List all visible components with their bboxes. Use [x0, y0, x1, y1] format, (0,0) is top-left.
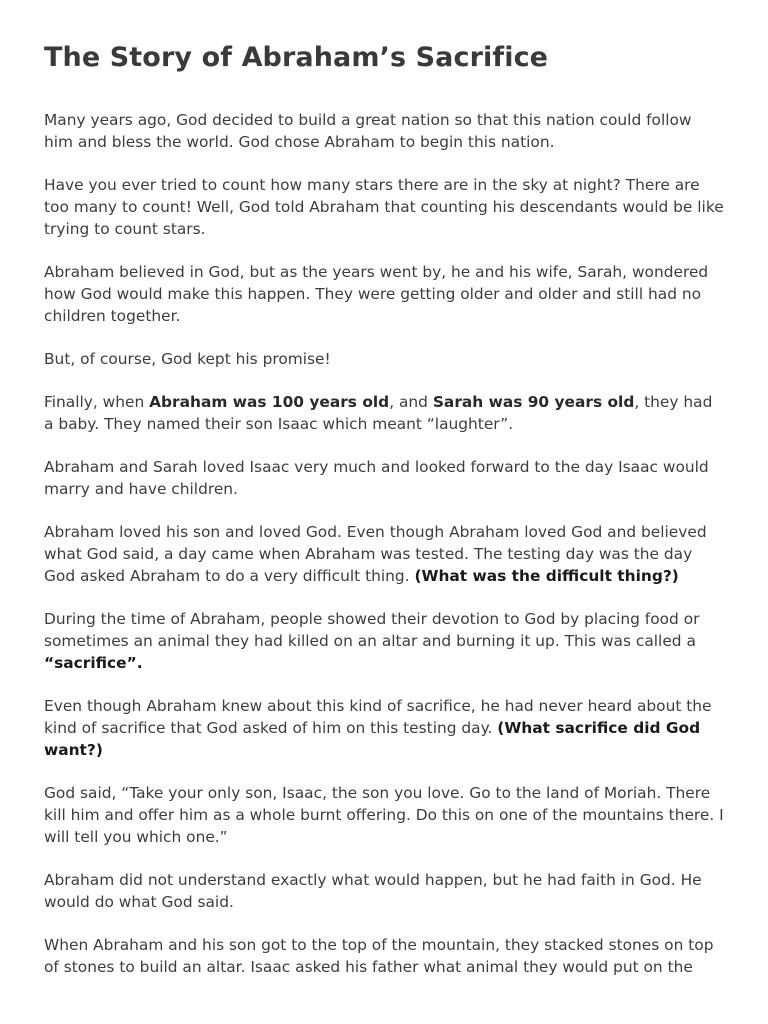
paragraph-5-text-e: , they had a baby. They named their son Isaac which meant “laughter”. [44, 393, 713, 433]
paragraph-11: Abraham did not understand exactly what would happen, but he had faith in God. He would do what God said. [44, 871, 702, 911]
paragraph-5-text-c: , and [389, 393, 433, 411]
page-title: The Story of Abraham’s Sacrifice [44, 42, 549, 73]
paragraph-8-sacrifice-term: “sacrifice”. [44, 654, 143, 672]
paragraph-1: Many years ago, God decided to build a great nation so that this nation could follow him and bless the world. God chose Abraham to begin this nation. [44, 111, 692, 151]
paragraph-4: But, of course, God kept his promise! [44, 350, 331, 368]
paragraph-6: Abraham and Sarah loved Isaac very much and looked forward to the day Isaac would marry and have children. [44, 458, 709, 498]
paragraph-7-question: (What was the difficult thing?) [414, 567, 679, 585]
paragraph-7-text: Abraham loved his son and loved God. Even though Abraham loved God and believed what God said, a day came when Abraham was tested. The testing day was the day God asked Abraham to do a very difficult thing. [44, 523, 707, 585]
paragraph-9 [44, 695, 724, 761]
paragraph-9-text: Even though Abraham knew about this kind of sacrifice, he had never heard about the kind of sacrifice that God asked of him on this testing day. [44, 697, 712, 737]
paragraph-5-bold-abraham-age: Abraham was 100 years old [149, 393, 390, 411]
paragraph-5-bold-sarah-age: Sarah was 90 years old [432, 393, 635, 411]
paragraph-12: When Abraham and his son got to the top of the mountain, they stacked stones on top of stones to build an altar. Isaac asked his father what animal they would put on the [44, 936, 714, 976]
paragraph-10: God said, “Take your only son, Isaac, the son you love. Go to the land of Moriah. There kill him and offer him as a whole burnt offering. Do this on one of the mountains there. I will tell you which one.” [44, 784, 724, 846]
paragraph-2: Have you ever tried to count how many stars there are in the sky at night? There are too many to count! Well, God told Abraham that counting his descendants would be like trying to count stars. [44, 176, 724, 238]
paragraph-5 [44, 391, 724, 435]
paragraph-3: Abraham believed in God, but as the years went by, he and his wife, Sarah, wondered how God would make this happen. They were getting older and older and still had no children together. [44, 263, 709, 325]
paragraph-8 [44, 608, 724, 674]
paragraph-5-text-a: Finally, when [44, 393, 150, 411]
paragraph-9-question: (What sacrifice did God want?) [44, 719, 701, 759]
paragraph-8-text: During the time of Abraham, people showed their devotion to God by placing food or sometimes an animal they had killed on an altar and burning it up. This was called a [44, 610, 700, 650]
paragraph-7 [44, 521, 724, 587]
